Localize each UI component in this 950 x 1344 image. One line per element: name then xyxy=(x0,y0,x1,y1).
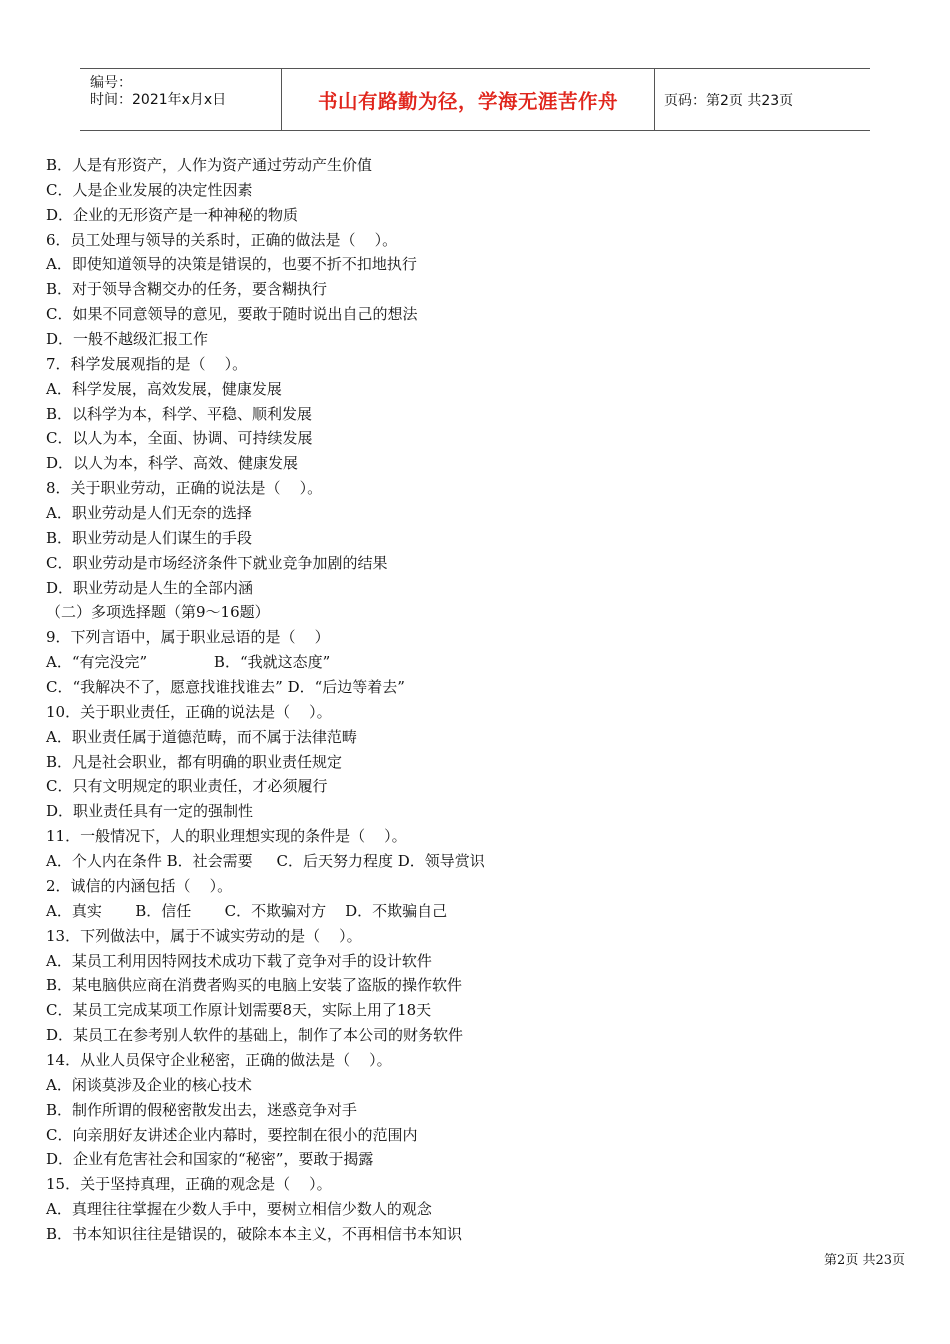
text-line: A．科学发展，高效发展，健康发展 xyxy=(46,379,282,398)
text-line: B．人是有形资产，人作为资产通过劳动产生价值 xyxy=(46,156,373,174)
text-line: B．职业劳动是人们谋生的手段 xyxy=(46,528,253,547)
text-line: A．“有完没完” B．“我就这态度” xyxy=(46,653,331,672)
text-line: 9．下列言语中，属于职业忌语的是（ ） xyxy=(46,628,330,647)
section-heading: （二）多项选择题（第9～16题） xyxy=(46,603,270,622)
text-line: D．某员工在参考别人软件的基础上，制作了本公司的财务软件 xyxy=(46,1026,464,1045)
text-line: D．以人为本，科学、高效、健康发展 xyxy=(46,454,299,473)
header-motto-cell xyxy=(281,69,655,130)
number-label: 编号： xyxy=(90,75,132,91)
text-line: C．职业劳动是市场经济条件下就业竞争加剧的结果 xyxy=(46,553,388,572)
text-line: B．制作所谓的假秘密散发出去，迷惑竞争对手 xyxy=(46,1100,358,1119)
text-line: 7．科学发展观指的是（ ）。 xyxy=(46,354,248,373)
text-line: D．职业责任具有一定的强制性 xyxy=(46,802,254,821)
text-line: 6．员工处理与领导的关系时，正确的做法是（ ）。 xyxy=(46,230,398,249)
text-line: 8．关于职业劳动，正确的说法是（ ）。 xyxy=(46,479,323,498)
text-line: D．企业的无形资产是一种神秘的物质 xyxy=(46,205,299,224)
page-header xyxy=(80,68,870,131)
text-line: C．人是企业发展的决定性因素 xyxy=(46,180,253,199)
text-line: C．以人为本，全面、协调、可持续发展 xyxy=(46,429,313,448)
motto: 书山有路勤为径，学海无涯苦作舟 xyxy=(317,90,618,113)
text-line: B．书本知识往往是错误的，破除本本主义，不再相信书本知识 xyxy=(46,1224,463,1243)
text-line: A．真实 B．信任 C．不欺骗对方 D．不欺骗自己 xyxy=(46,901,448,920)
text-line: 13．下列做法中，属于不诚实劳动的是（ ）。 xyxy=(46,926,362,945)
text-line: 2．诚信的内涵包括（ ）。 xyxy=(46,876,233,895)
text-line: C．“我解决不了，愿意找谁找谁去” D．“后边等着去” xyxy=(46,678,405,697)
text-line: D．职业劳动是人生的全部内涵 xyxy=(46,578,254,597)
header-right-cell xyxy=(655,69,870,130)
text-line: A．职业责任属于道德范畴，而不属于法律范畴 xyxy=(46,727,357,746)
text-line: D．企业有危害社会和国家的“秘密”，要敢于揭露 xyxy=(46,1150,374,1169)
text-line: C．只有文明规定的职业责任，才必须履行 xyxy=(46,777,328,796)
text-line: B．某电脑供应商在消费者购买的电脑上安装了盗版的操作软件 xyxy=(46,976,463,995)
header-left-cell xyxy=(80,69,280,130)
text-line: 11．一般情况下，人的职业理想实现的条件是（ ）。 xyxy=(46,827,407,846)
text-line: 15．关于坚持真理，正确的观念是（ ）。 xyxy=(46,1175,332,1194)
date-label: 时间：2021年x月x日 xyxy=(90,92,227,108)
text-line: A．某员工利用因特网技术成功下载了竞争对手的设计软件 xyxy=(46,951,432,970)
text-line: A．即使知道领导的决策是错误的，也要不折不扣地执行 xyxy=(46,255,417,274)
text-line: B．凡是社会职业，都有明确的职业责任规定 xyxy=(46,752,343,771)
text-line: 10．关于职业责任，正确的说法是（ ）。 xyxy=(46,702,332,721)
text-line: A．职业劳动是人们无奈的选择 xyxy=(46,504,252,523)
text-line: C．某员工完成某项工作原计划需要8天，实际上用了18天 xyxy=(46,1001,432,1020)
text-line: 14．从业人员保守企业秘密，正确的做法是（ ）。 xyxy=(46,1050,392,1069)
page-info: 页码：第2页 共23页 xyxy=(664,93,794,109)
page-footer: 第2页 共23页 xyxy=(824,1253,905,1268)
text-line: A．真理往往掌握在少数人手中，要树立相信少数人的观念 xyxy=(46,1200,432,1219)
text-line: A．个人内在条件 B．社会需要 C．后天努力程度 D．领导赏识 xyxy=(46,852,485,871)
text-line: B．对于领导含糊交办的任务，要含糊执行 xyxy=(46,280,328,299)
text-line: B．以科学为本，科学、平稳、顺利发展 xyxy=(46,404,313,423)
text-line: C．如果不同意领导的意见，要敢于随时说出自己的想法 xyxy=(46,305,418,324)
text-line: C．向亲朋好友讲述企业内幕时，要控制在很小的范围内 xyxy=(46,1125,418,1144)
text-line: D．一般不越级汇报工作 xyxy=(46,330,209,349)
document-body xyxy=(46,153,906,1247)
text-line: A．闲谈莫涉及企业的核心技术 xyxy=(46,1075,252,1094)
